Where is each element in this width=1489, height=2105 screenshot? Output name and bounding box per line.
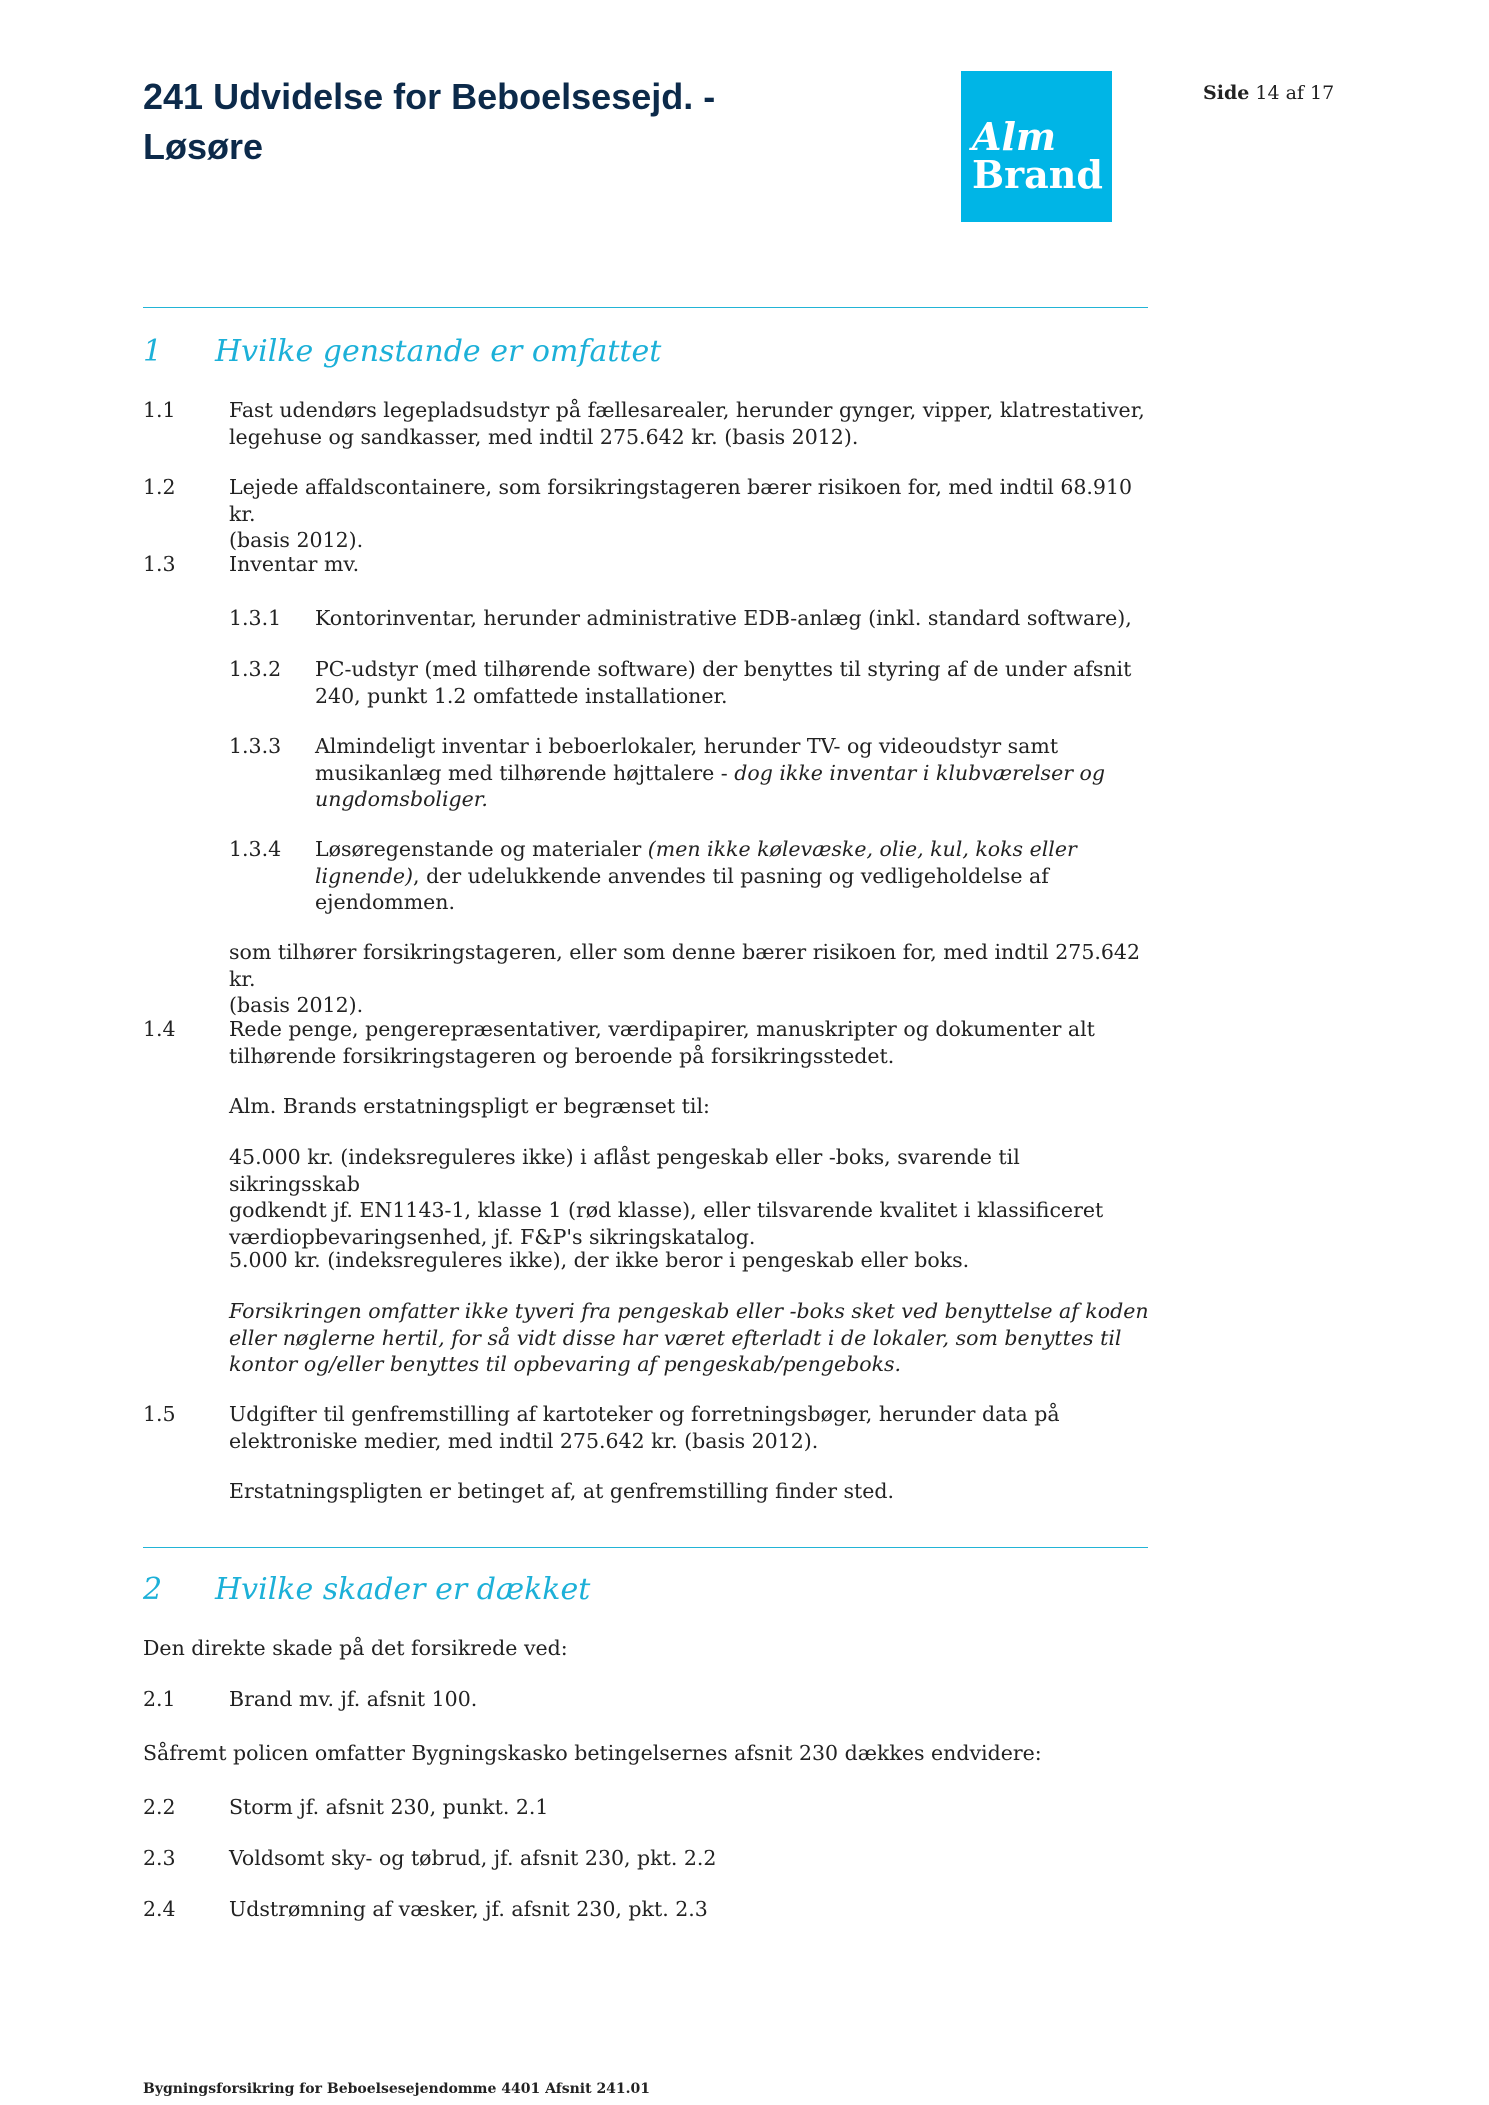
item-number: 1.1 — [143, 398, 176, 422]
text-line — [315, 863, 1145, 890]
item-1-3-closing — [229, 939, 1149, 1019]
limit-no-safe: 5.000 kr. (indeksreguleres ikke), der ikke beror i pengeskab eller boks. — [229, 1248, 970, 1272]
item-1-5 — [229, 1401, 1149, 1454]
text-line: 45.000 kr. (indeksreguleres ikke) i aflåst pengeskab eller -boks, svarende til sikringsskab — [229, 1145, 1020, 1196]
item-1-3-3 — [315, 733, 1145, 813]
text-line: Fast udendørs legepladsudstyr på fællesarealer, herunder gynger, vipper, klatrestativer, — [229, 398, 1145, 422]
item-number: 1.3 — [143, 552, 176, 576]
exclusion-text: (men ikke kølevæske, olie, kul, koks eller — [647, 837, 1077, 861]
exclusion-text: lignende) — [315, 863, 414, 888]
text-line: legehuse og sandkasser, med indtil 275.642 kr. (basis 2012). — [229, 424, 859, 449]
item-1-3-4 — [315, 836, 1145, 916]
text-line: Kontorinventar, herunder administrative EDB-anlæg (inkl. standard software), — [315, 606, 1132, 630]
sub-item-number: 1.3.3 — [229, 734, 282, 758]
item-2-1: Brand mv. jf. afsnit 100. — [229, 1687, 478, 1711]
section-divider — [143, 1547, 1148, 1548]
item-number: 2.3 — [143, 1846, 176, 1870]
text-line: PC-udstyr (med tilhørende software) der benyttes til styring af de under afsnit — [315, 657, 1132, 681]
section-2-extension: Såfremt policen omfatter Bygningskasko betingelsernes afsnit 230 dækkes endvidere: — [143, 1741, 1042, 1765]
sub-item-number: 1.3.4 — [229, 837, 282, 861]
text-line — [315, 760, 1145, 787]
item-number: 2.2 — [143, 1795, 176, 1819]
item-2-2: Storm jf. afsnit 230, punkt. 2.1 — [229, 1795, 549, 1819]
document-title — [143, 72, 843, 172]
section-title: Hvilke skader er dækket — [215, 1572, 591, 1607]
alm-brand-logo — [961, 71, 1112, 222]
text-line: Inventar mv. — [229, 552, 360, 576]
theft-exclusion — [229, 1298, 1149, 1378]
item-number: 1.5 — [143, 1402, 176, 1426]
sub-item-number: 1.3.1 — [229, 606, 282, 630]
text-line: værdiopbevaringsenhed, jf. F&P's sikringskatalog. — [229, 1224, 756, 1249]
section-2-intro: Den direkte skade på det forsikrede ved: — [143, 1636, 568, 1660]
text-line: elektroniske medier, med indtil 275.642 kr. (basis 2012). — [229, 1428, 819, 1453]
text-line: Rede penge, pengerepræsentativer, værdipapirer, manuskripter og dokumenter alt — [229, 1017, 1095, 1041]
title-line-1: 241 Udvidelse for Beboelsesejd. - — [143, 76, 716, 117]
text-line: godkendt jf. EN1143-1, klasse 1 (rød klasse), eller tilsvarende kvalitet i klassificeret — [229, 1198, 1104, 1222]
text-span: musikanlæg med tilhørende højttalere - — [315, 760, 735, 785]
item-1-1 — [229, 397, 1149, 450]
page-label: Side — [1203, 82, 1250, 104]
text-line: ejendommen. — [315, 890, 456, 914]
exclusion-text: dog ikke inventar i klubværelser og — [734, 760, 1105, 785]
text-line: Lejede affaldscontainere, som forsikringstageren bærer risikoen for, med indtil 68.910 kr. — [229, 475, 1133, 526]
item-1-3-1 — [315, 605, 1145, 632]
document-footer: Bygningsforsikring for Beboelsesejendomme 4401 Afsnit 241.01 — [143, 2081, 651, 2097]
liability-limit-intro: Alm. Brands erstatningspligt er begrænset til: — [229, 1094, 710, 1118]
text-span: Løsøregenstande og materialer — [315, 837, 648, 861]
item-1-5-condition: Erstatningspligten er betinget af, at genfremstilling finder sted. — [229, 1479, 895, 1503]
section-number: 1 — [143, 334, 163, 369]
logo-text-brand: Brand — [972, 152, 1103, 197]
item-1-3 — [229, 551, 1149, 578]
text-line: som tilhører forsikringstageren, eller som denne bærer risikoen for, med indtil 275.642 kr. — [229, 940, 1141, 991]
logo-text-alm: Alm — [972, 114, 1057, 159]
text-line: tilhørende forsikringstageren og beroende på forsikringsstedet. — [229, 1043, 895, 1068]
text-line: Almindeligt inventar i beboerlokaler, herunder TV- og videoudstyr samt — [315, 734, 1059, 758]
page-number — [1203, 82, 1334, 104]
sub-item-number: 1.3.2 — [229, 657, 282, 681]
item-1-2 — [229, 474, 1149, 554]
text-line: kontor og/eller benyttes til opbevaring af pengeskab/pengeboks. — [229, 1352, 902, 1376]
text-line — [315, 836, 1145, 863]
section-title: Hvilke genstande er omfattet — [215, 334, 662, 369]
text-line: Forsikringen omfatter ikke tyveri fra pengeskab eller -boks sket ved benyttelse af koden — [229, 1299, 1149, 1323]
section-divider — [143, 307, 1148, 308]
item-number: 2.1 — [143, 1687, 176, 1711]
item-2-3: Voldsomt sky- og tøbrud, jf. afsnit 230, pkt. 2.2 — [229, 1846, 717, 1870]
item-number: 2.4 — [143, 1897, 176, 1921]
text-line: (basis 2012). — [229, 528, 364, 552]
limit-safe — [229, 1144, 1149, 1250]
item-2-4: Udstrømning af væsker, jf. afsnit 230, pkt. 2.3 — [229, 1897, 708, 1921]
page-value: 14 af 17 — [1255, 82, 1335, 104]
item-1-4 — [229, 1016, 1149, 1069]
section-number: 2 — [143, 1572, 163, 1607]
text-span: , der udelukkende anvendes til pasning og vedligeholdelse af — [413, 863, 1049, 888]
item-number: 1.4 — [143, 1017, 176, 1041]
text-line: 240, punkt 1.2 omfattede installationer. — [315, 683, 728, 708]
exclusion-text: ungdomsboliger. — [315, 787, 488, 811]
text-line: (basis 2012). — [229, 993, 364, 1017]
text-line: Udgifter til genfremstilling af kartoteker og forretningsbøger, herunder data på — [229, 1402, 1060, 1426]
text-line: eller nøglerne hertil, for så vidt disse har været efterladt i de lokaler, som benyttes til — [229, 1325, 1122, 1350]
title-line-2: Løsøre — [143, 126, 264, 167]
item-1-3-2 — [315, 656, 1145, 709]
item-number: 1.2 — [143, 475, 176, 499]
